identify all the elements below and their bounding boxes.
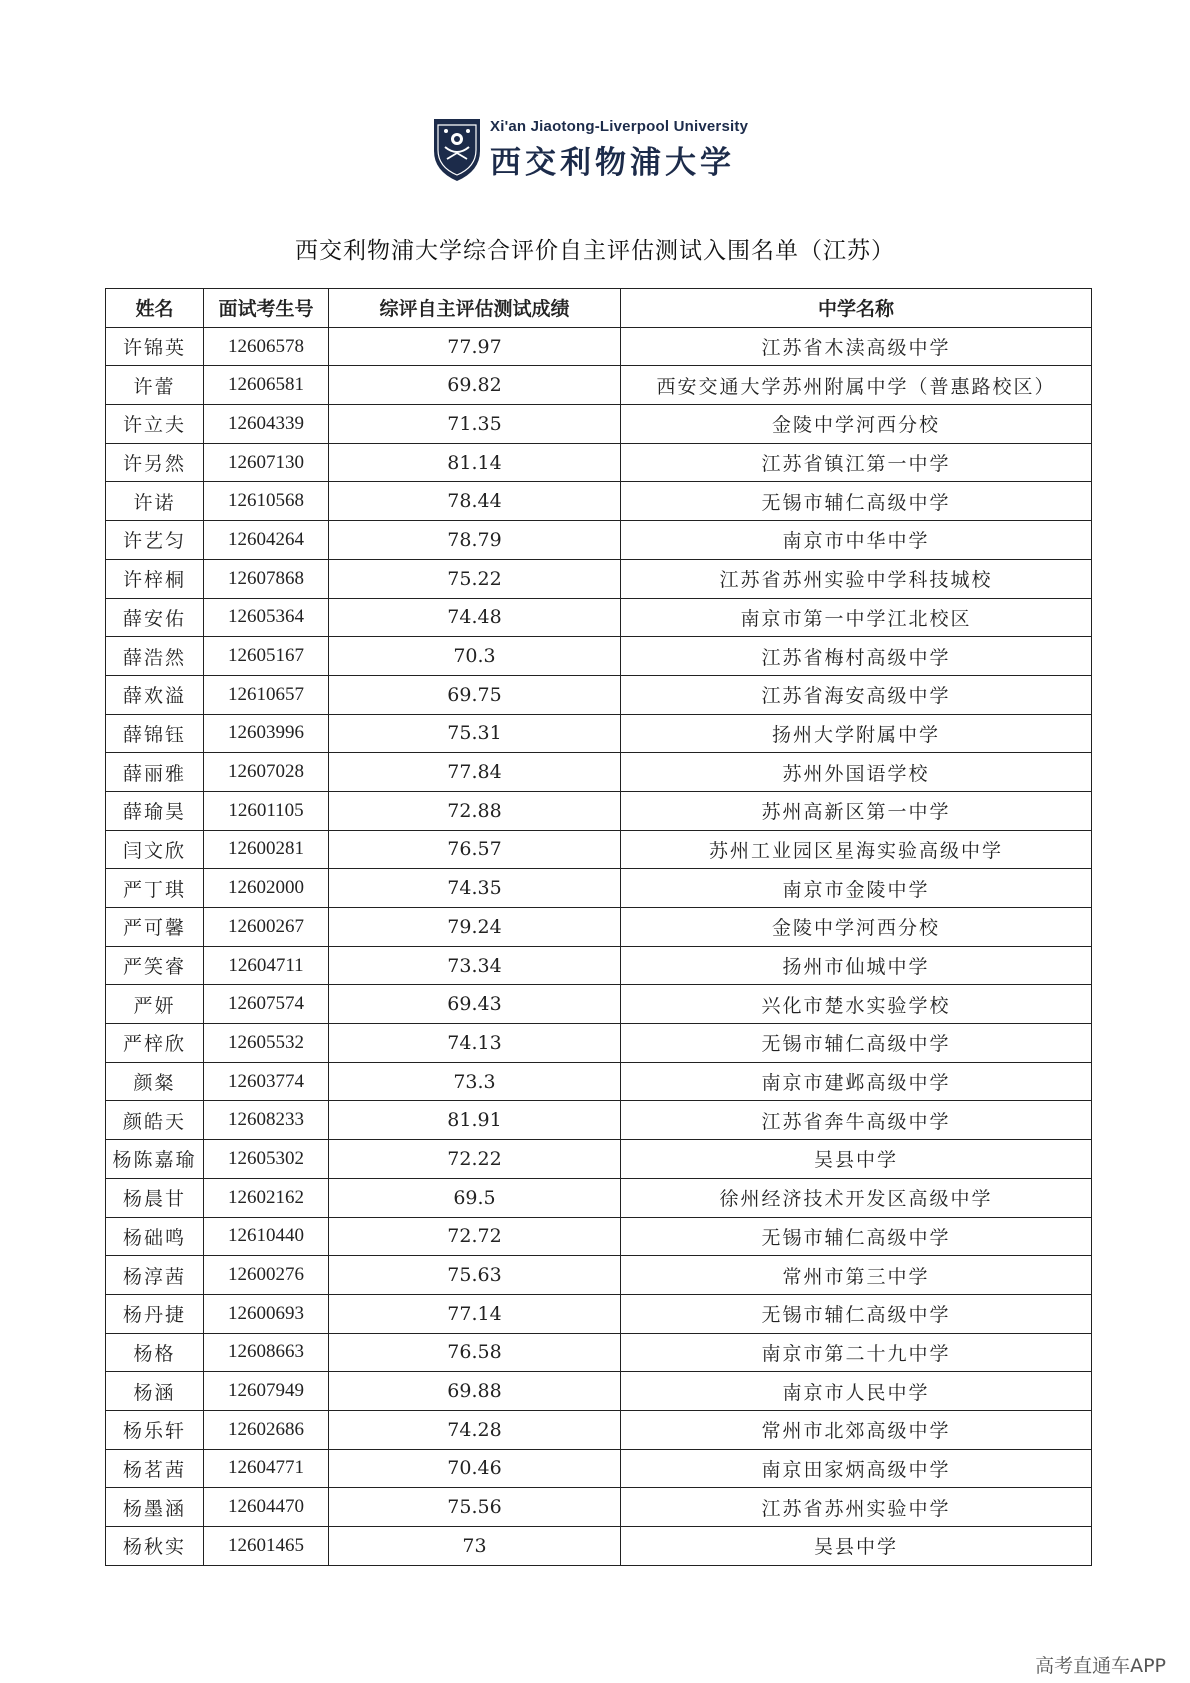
cell-name: 严丁琪: [106, 869, 204, 908]
table-row: [106, 1024, 1092, 1063]
table-row: [106, 1333, 1092, 1372]
cell-school: 南京市中华中学: [621, 521, 1092, 560]
cell-school: 苏州高新区第一中学: [621, 791, 1092, 830]
cell-name: 严笑睿: [106, 946, 204, 985]
cell-name: 许另然: [106, 443, 204, 482]
cell-exam-id: 12607868: [204, 559, 329, 598]
cell-score: 74.48: [329, 598, 621, 637]
cell-name: 薛浩然: [106, 637, 204, 676]
table-row: [106, 1140, 1092, 1179]
cell-name: 许艺匀: [106, 521, 204, 560]
cell-exam-id: 12604339: [204, 405, 329, 444]
table-row: [106, 521, 1092, 560]
cell-exam-id: 12605302: [204, 1140, 329, 1179]
cell-exam-id: 12608233: [204, 1101, 329, 1140]
cell-score: 70.46: [329, 1449, 621, 1488]
university-shield-icon: [432, 117, 482, 183]
cell-exam-id: 12603774: [204, 1062, 329, 1101]
cell-exam-id: 12606581: [204, 366, 329, 405]
table-row: [106, 1488, 1092, 1527]
table-row: [106, 985, 1092, 1024]
cell-exam-id: 12601465: [204, 1527, 329, 1566]
cell-school: 江苏省木渎高级中学: [621, 327, 1092, 366]
column-header-name: 姓名: [106, 289, 204, 328]
cell-school: 徐州经济技术开发区高级中学: [621, 1178, 1092, 1217]
cell-score: 69.43: [329, 985, 621, 1024]
cell-exam-id: 12610657: [204, 675, 329, 714]
cell-exam-id: 12604264: [204, 521, 329, 560]
cell-exam-id: 12600693: [204, 1294, 329, 1333]
cell-school: 江苏省苏州实验中学: [621, 1488, 1092, 1527]
cell-name: 颜皓天: [106, 1101, 204, 1140]
cell-school: 苏州外国语学校: [621, 753, 1092, 792]
cell-name: 许锦英: [106, 327, 204, 366]
cell-exam-id: 12602162: [204, 1178, 329, 1217]
cell-school: 无锡市辅仁高级中学: [621, 1294, 1092, 1333]
cell-name: 许梓桐: [106, 559, 204, 598]
table-row: [106, 1178, 1092, 1217]
cell-name: 杨涵: [106, 1372, 204, 1411]
logo-chinese-name: 西交利物浦大学: [490, 145, 735, 181]
cell-score: 78.44: [329, 482, 621, 521]
table-row: [106, 753, 1092, 792]
cell-exam-id: 12602686: [204, 1410, 329, 1449]
cell-exam-id: 12607130: [204, 443, 329, 482]
cell-score: 77.97: [329, 327, 621, 366]
cell-school: 兴化市楚水实验学校: [621, 985, 1092, 1024]
cell-school: 常州市第三中学: [621, 1256, 1092, 1295]
cell-school: 西安交通大学苏州附属中学（普惠路校区）: [621, 366, 1092, 405]
cell-school: 无锡市辅仁高级中学: [621, 482, 1092, 521]
cell-school: 江苏省海安高级中学: [621, 675, 1092, 714]
table-row: [106, 366, 1092, 405]
cell-school: 苏州工业园区星海实验高级中学: [621, 830, 1092, 869]
table-row: [106, 675, 1092, 714]
university-logo: [432, 117, 748, 183]
cell-score: 73: [329, 1527, 621, 1566]
logo-english-name: Xi'an Jiaotong-Liverpool University: [490, 118, 749, 135]
cell-name: 闫文欣: [106, 830, 204, 869]
cell-score: 75.63: [329, 1256, 621, 1295]
cell-score: 73.3: [329, 1062, 621, 1101]
table-row: [106, 1372, 1092, 1411]
cell-school: 南京市人民中学: [621, 1372, 1092, 1411]
table-row: [106, 443, 1092, 482]
cell-exam-id: 12600281: [204, 830, 329, 869]
cell-score: 81.91: [329, 1101, 621, 1140]
cell-score: 69.5: [329, 1178, 621, 1217]
candidate-table: [105, 288, 1092, 1566]
cell-name: 杨淳茜: [106, 1256, 204, 1295]
cell-school: 扬州市仙城中学: [621, 946, 1092, 985]
cell-name: 严妍: [106, 985, 204, 1024]
cell-name: 颜粲: [106, 1062, 204, 1101]
cell-score: 77.84: [329, 753, 621, 792]
cell-name: 许诺: [106, 482, 204, 521]
cell-exam-id: 12600276: [204, 1256, 329, 1295]
cell-name: 薛丽雅: [106, 753, 204, 792]
cell-name: 杨陈嘉瑜: [106, 1140, 204, 1179]
page-title: 西交利物浦大学综合评价自主评估测试入围名单（江苏）: [295, 238, 895, 264]
cell-exam-id: 12606578: [204, 327, 329, 366]
cell-score: 79.24: [329, 908, 621, 947]
cell-exam-id: 12604771: [204, 1449, 329, 1488]
cell-score: 75.56: [329, 1488, 621, 1527]
table-row: [106, 1101, 1092, 1140]
column-header-exam-id: 面试考生号: [204, 289, 329, 328]
cell-exam-id: 12604470: [204, 1488, 329, 1527]
watermark: 高考直通车APP: [1035, 1655, 1166, 1677]
cell-name: 薛锦钰: [106, 714, 204, 753]
cell-school: 吴县中学: [621, 1140, 1092, 1179]
table-row: [106, 1527, 1092, 1566]
cell-school: 南京市金陵中学: [621, 869, 1092, 908]
cell-score: 72.72: [329, 1217, 621, 1256]
cell-exam-id: 12610440: [204, 1217, 329, 1256]
cell-name: 许蕾: [106, 366, 204, 405]
cell-score: 75.22: [329, 559, 621, 598]
cell-score: 69.82: [329, 366, 621, 405]
table-row: [106, 1217, 1092, 1256]
cell-score: 74.28: [329, 1410, 621, 1449]
cell-school: 江苏省奔牛高级中学: [621, 1101, 1092, 1140]
cell-school: 江苏省苏州实验中学科技城校: [621, 559, 1092, 598]
table-row: [106, 1410, 1092, 1449]
cell-score: 73.34: [329, 946, 621, 985]
cell-exam-id: 12610568: [204, 482, 329, 521]
cell-school: 无锡市辅仁高级中学: [621, 1024, 1092, 1063]
cell-exam-id: 12608663: [204, 1333, 329, 1372]
cell-school: 江苏省镇江第一中学: [621, 443, 1092, 482]
cell-school: 金陵中学河西分校: [621, 405, 1092, 444]
cell-school: 金陵中学河西分校: [621, 908, 1092, 947]
cell-name: 杨格: [106, 1333, 204, 1372]
cell-score: 81.14: [329, 443, 621, 482]
cell-score: 75.31: [329, 714, 621, 753]
cell-score: 74.35: [329, 869, 621, 908]
table-row: [106, 869, 1092, 908]
cell-name: 严梓欣: [106, 1024, 204, 1063]
cell-score: 78.79: [329, 521, 621, 560]
cell-exam-id: 12602000: [204, 869, 329, 908]
cell-school: 南京市第一中学江北校区: [621, 598, 1092, 637]
cell-exam-id: 12605167: [204, 637, 329, 676]
cell-score: 74.13: [329, 1024, 621, 1063]
table-row: [106, 559, 1092, 598]
cell-name: 杨秋实: [106, 1527, 204, 1566]
cell-school: 南京田家炳高级中学: [621, 1449, 1092, 1488]
table-row: [106, 714, 1092, 753]
cell-score: 72.22: [329, 1140, 621, 1179]
column-header-score: 综评自主评估测试成绩: [329, 289, 621, 328]
table-row: [106, 830, 1092, 869]
table-row: [106, 327, 1092, 366]
cell-name: 杨晨甘: [106, 1178, 204, 1217]
cell-school: 吴县中学: [621, 1527, 1092, 1566]
cell-score: 70.3: [329, 637, 621, 676]
cell-school: 扬州大学附属中学: [621, 714, 1092, 753]
cell-score: 69.88: [329, 1372, 621, 1411]
table-row: [106, 598, 1092, 637]
cell-name: 严可馨: [106, 908, 204, 947]
table-row: [106, 946, 1092, 985]
cell-name: 薛欢溢: [106, 675, 204, 714]
cell-score: 76.57: [329, 830, 621, 869]
cell-score: 77.14: [329, 1294, 621, 1333]
table-row: [106, 1256, 1092, 1295]
cell-exam-id: 12607574: [204, 985, 329, 1024]
cell-name: 杨乐轩: [106, 1410, 204, 1449]
cell-exam-id: 12603996: [204, 714, 329, 753]
cell-exam-id: 12600267: [204, 908, 329, 947]
cell-name: 杨础鸣: [106, 1217, 204, 1256]
table-row: [106, 482, 1092, 521]
cell-exam-id: 12605532: [204, 1024, 329, 1063]
cell-school: 常州市北郊高级中学: [621, 1410, 1092, 1449]
cell-score: 72.88: [329, 791, 621, 830]
cell-school: 江苏省梅村高级中学: [621, 637, 1092, 676]
cell-school: 南京市建邺高级中学: [621, 1062, 1092, 1101]
cell-exam-id: 12601105: [204, 791, 329, 830]
table-row: [106, 1449, 1092, 1488]
cell-score: 71.35: [329, 405, 621, 444]
cell-school: 南京市第二十九中学: [621, 1333, 1092, 1372]
table-row: [106, 1294, 1092, 1333]
cell-name: 杨墨涵: [106, 1488, 204, 1527]
table-header-row: [106, 289, 1092, 328]
table-row: [106, 637, 1092, 676]
cell-name: 杨丹捷: [106, 1294, 204, 1333]
cell-name: 薛安佑: [106, 598, 204, 637]
cell-school: 无锡市辅仁高级中学: [621, 1217, 1092, 1256]
table-row: [106, 908, 1092, 947]
cell-score: 69.75: [329, 675, 621, 714]
cell-score: 76.58: [329, 1333, 621, 1372]
cell-name: 薛瑜昊: [106, 791, 204, 830]
cell-exam-id: 12607028: [204, 753, 329, 792]
cell-exam-id: 12604711: [204, 946, 329, 985]
column-header-school: 中学名称: [621, 289, 1092, 328]
cell-exam-id: 12607949: [204, 1372, 329, 1411]
table-row: [106, 1062, 1092, 1101]
cell-exam-id: 12605364: [204, 598, 329, 637]
table-row: [106, 791, 1092, 830]
cell-name: 许立夫: [106, 405, 204, 444]
table-row: [106, 405, 1092, 444]
cell-name: 杨茗茜: [106, 1449, 204, 1488]
